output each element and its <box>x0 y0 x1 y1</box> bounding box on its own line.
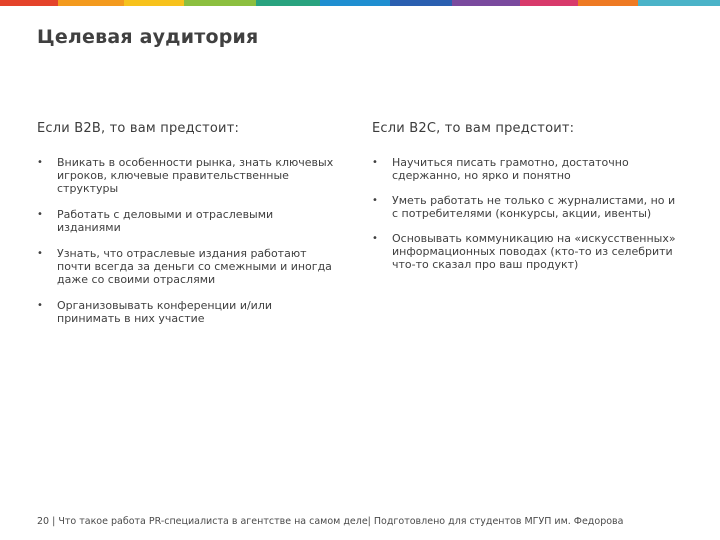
b2c-column <box>372 121 677 283</box>
color-segment <box>0 0 58 6</box>
list-item <box>37 299 337 325</box>
bullet-marker: • <box>37 209 43 220</box>
list-item-text: Работать с деловыми и отраслевыми изданиями <box>57 208 274 234</box>
color-segment <box>520 0 578 6</box>
list-item <box>37 247 337 286</box>
list-item-text: Вникать в особенности рынка, знать ключевых игроков, ключевые правительственные структуры <box>57 156 334 195</box>
bullet-marker: • <box>372 195 378 206</box>
list-item <box>37 156 337 195</box>
bullet-marker: • <box>372 233 378 244</box>
list-item <box>372 194 677 220</box>
list-item-text: Основывать коммуникацию на «искусственных» информационных поводах (кто-то из селебрити что-то сказал про ваш продукт) <box>392 232 676 271</box>
bullet-marker: • <box>37 248 43 259</box>
list-item <box>372 232 677 271</box>
color-segment <box>638 0 720 6</box>
color-segment <box>58 0 124 6</box>
b2b-list <box>37 156 337 325</box>
color-segment <box>320 0 390 6</box>
page-title: Целевая аудитория <box>37 26 259 48</box>
color-segment <box>578 0 638 6</box>
list-item-text: Организовывать конференции и/или принимать в них участие <box>57 299 273 325</box>
bullet-marker: • <box>372 157 378 168</box>
color-segment <box>124 0 184 6</box>
brand-color-bar <box>0 0 720 6</box>
color-segment <box>184 0 256 6</box>
b2c-heading: Если B2C, то вам предстоит: <box>372 121 575 136</box>
color-segment <box>256 0 320 6</box>
b2b-heading: Если B2B, то вам предстоит: <box>37 121 240 136</box>
list-item <box>372 156 677 182</box>
b2c-list <box>372 156 677 271</box>
list-item-text: Уметь работать не только с журналистами, но и с потребителями (конкурсы, акции, ивенты) <box>392 194 676 220</box>
list-item <box>37 208 337 234</box>
bullet-marker: • <box>37 300 43 311</box>
color-segment <box>452 0 520 6</box>
page-footer: 20 | Что такое работа PR-специалиста в агентстве на самом деле| Подготовлено для студентов МГУП им. Федорова <box>37 516 624 527</box>
bullet-marker: • <box>37 157 43 168</box>
color-segment <box>390 0 452 6</box>
list-item-text: Узнать, что отраслевые издания работают почти всегда за деньги со смежными и иногда даже со своими отраслями <box>57 247 332 286</box>
b2b-column <box>37 121 337 338</box>
list-item-text: Научиться писать грамотно, достаточно сдержанно, но ярко и понятно <box>392 156 629 182</box>
